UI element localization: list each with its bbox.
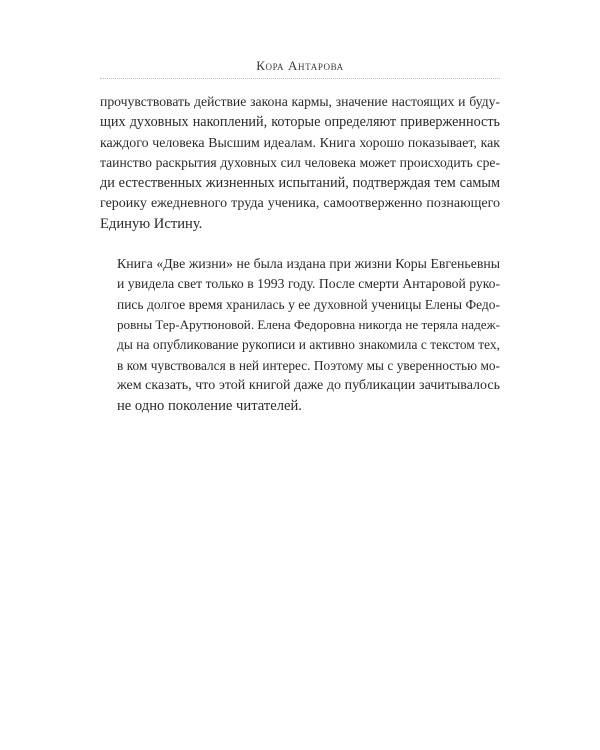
text-line: ровны Тер-Арутюновой. Елена Федоровна никогда не теряла надеж-	[117, 316, 500, 332]
text-line: жем сказать, что этой книгой даже до публикации зачитывалось	[117, 377, 500, 393]
text-line: щих духовных накоплений, которые определяют приверженность	[100, 114, 500, 131]
header-divider	[100, 78, 500, 79]
text-line: не одно поколение читателей.	[117, 398, 302, 415]
paragraph-2	[100, 254, 500, 416]
text-line: пись долгое время хранилась у ее духовной ученицы Елены Федо-	[117, 296, 500, 312]
text-line: таинство раскрытия духовных сил человека может происходить сре-	[100, 154, 500, 170]
text-line: в ком чувствовался в ней интерес. Поэтому мы с уверенностью мо-	[117, 357, 500, 373]
text-line: героику ежедневного труда ученика, самоотверженно познающего	[100, 195, 500, 212]
body-text	[100, 92, 500, 416]
paragraph-1	[100, 92, 500, 234]
text-line: Книга «Две жизни» не была издана при жизни Коры Евгеньевны	[117, 256, 500, 272]
text-line: каждого человека Высшим идеалам. Книга хорошо показывает, как	[100, 134, 500, 150]
text-line: ды на опубликование рукописи и активно знакомила с текстом тех,	[117, 337, 500, 353]
text-line: прочувствовать действие закона кармы, значение настоящих и буду-	[100, 94, 500, 109]
running-header: Кора Антарова	[256, 58, 344, 73]
text-line: ди естественных жизненных испытаний, подтверждая тем самым	[100, 175, 500, 192]
text-line: Единую Истину.	[100, 215, 203, 232]
text-line: и увидела свет только в 1993 году. После смерти Антаровой руко-	[117, 276, 500, 292]
